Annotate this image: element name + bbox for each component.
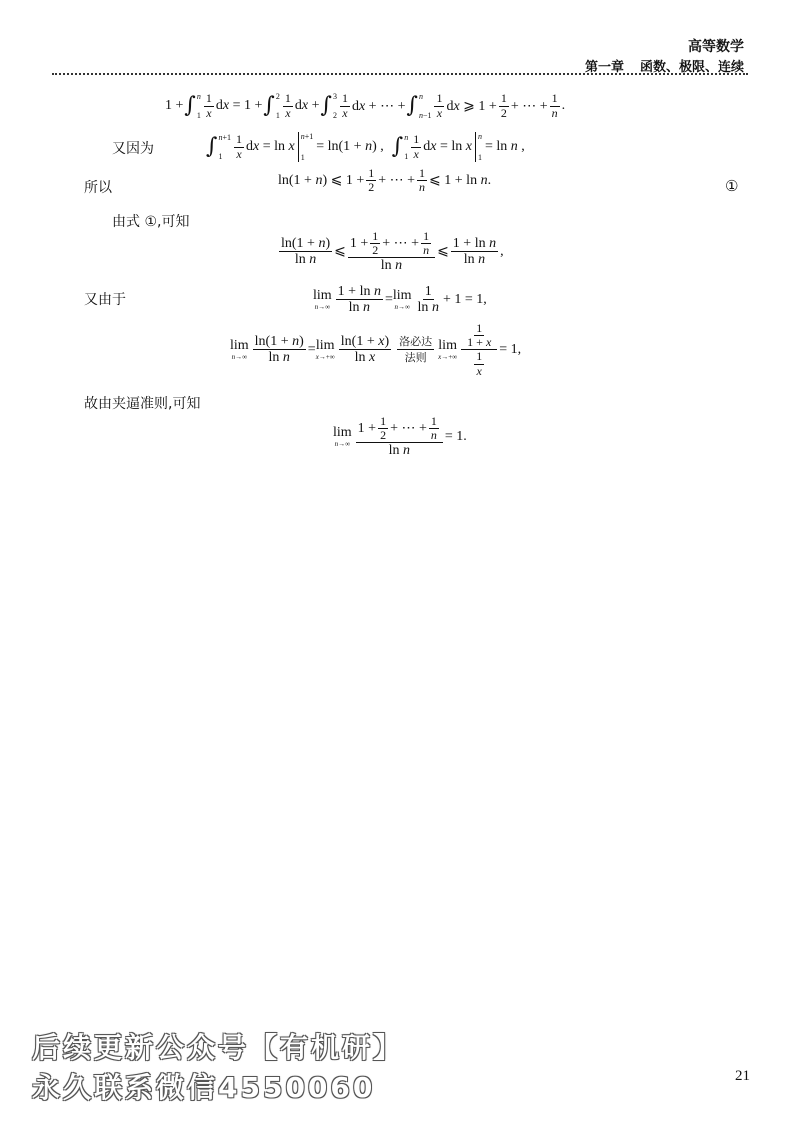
label-by-squeeze: 故由夹逼准则,可知 <box>84 396 201 412</box>
equation-integral-sum: 1 + ∫ n 1 $\frac{1}{x}$ dx = 1 + ∫ 2 1 $\frac{1}{x}$ dx + ∫ 3 2 $\frac{1}{x}$ dx + ⋯ + ∫ n n−1 $\frac{1}{x}$ dx ⩾ 1 + $\frac{1}{2}$ + ⋯ + $\frac{1}{n}$ . <box>165 91 566 120</box>
lhopital-operator: 洛必达 法则 <box>399 335 433 365</box>
book-title: 高等数学 <box>688 39 744 55</box>
chapter-number: 第一章 <box>584 60 624 75</box>
equation-inequality: ln(1 + n) ⩽ 1 + $\frac{1}{2}$ + ⋯ + $\frac{1}{n}$ ⩽ 1 + ln n. <box>278 166 492 195</box>
equation-final-limit: lim n→∞ 1 + $\frac{1}{2}$ + ⋯ + $\frac{1}{n}$ ln n = 1. <box>333 414 467 459</box>
label-again-from: 又由于 <box>84 292 126 308</box>
equation-limit-lower: lim n→∞ $\frac{\ln(1 + n)}{\text{ln n}}$ = lim x→+∞ $\frac{\ln(1 + x)}{\text{ln x}}$ 洛必达 法则 lim x→+∞ $\frac{\frac{1}{1 + x}}{\frac{1}{x}}$ = 1, <box>230 321 522 378</box>
watermark-line-1: 后续更新公众号【有机研】 <box>32 1031 405 1064</box>
label-again-because: 又因为 <box>112 141 154 157</box>
header-divider <box>52 73 748 75</box>
page-number: 21 <box>735 1068 750 1084</box>
equation-ratio-bounds: $\frac{\ln(1 + n)}{\text{ln n}}$ ⩽ 1 + $\frac{1}{2}$ + ⋯ + $\frac{1}{n}$ ln n ⩽ $\frac{\text{1 + ln n}}{\text{ln n}}$ , <box>281 229 504 274</box>
label-from-formula: 由式 ①,可知 <box>112 214 190 230</box>
integral-sign: ∫ n 1 <box>184 92 201 120</box>
equation-integral-values: ∫ n+1 1 $\frac{1}{x}$ dx = ln x n+1 1 = ln(1 + n) , ∫ n 1 $\frac{1}{x}$ dx = ln x n 1 = ln n , <box>206 132 525 162</box>
chapter-topic: 函数、极限、连续 <box>639 60 744 75</box>
equation-limit-upper: lim n→∞ $\frac{\text{1 + ln n}}{\text{ln n}}$ = lim n→∞ $\frac{1}{\text{ln n}}$ + 1 = 1, <box>313 284 487 316</box>
label-therefore: 所以 <box>84 180 112 196</box>
equation-marker: ① <box>725 177 739 195</box>
watermark-line-2: 永久联系微信4550060 <box>32 1071 376 1104</box>
